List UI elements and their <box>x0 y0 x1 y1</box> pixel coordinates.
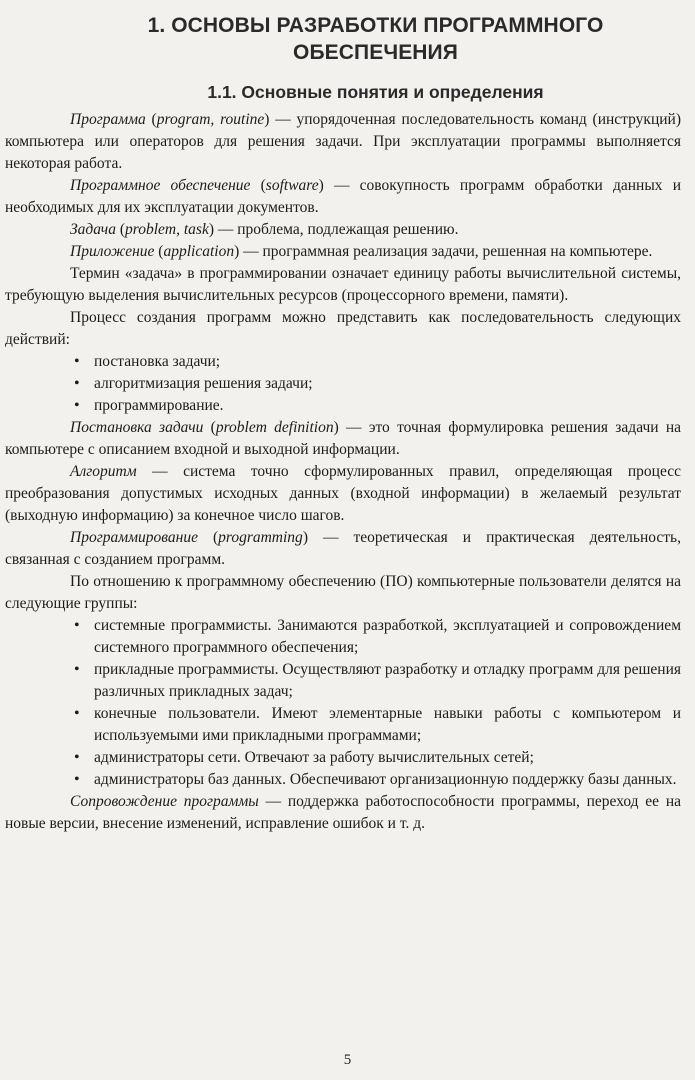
term-problem-definition: Постановка задачи <box>70 419 204 436</box>
term-problem-definition-en: problem definition <box>215 419 334 436</box>
list-item: • администраторы баз данных. Обеспечивают организационную поддержку базы данных. <box>70 769 681 791</box>
paragraph-application: Приложение (application) — программная реализация задачи, решенная на компьютере. <box>70 243 653 260</box>
term-program-en: program, routine <box>156 111 265 128</box>
paragraph-maintenance: Сопровождение программы — поддержка работоспособности программы, переход ее на новые версии, внесение изменений, исправление ошибок и т. д. <box>5 793 681 832</box>
term-maintenance: Сопровождение программы <box>70 793 259 810</box>
section-title: 1.1. Основные понятия и определения <box>207 82 544 102</box>
term-task: Задача <box>70 221 116 238</box>
term-software-en: software <box>265 177 319 194</box>
list-user-groups <box>5 615 681 791</box>
list-process-steps <box>5 351 681 417</box>
chapter-title: 1. ОСНОВЫ РАЗРАБОТКИ ПРОГРАММНОГО ОБЕСПЕЧЕНИЯ <box>147 14 604 64</box>
list-item: • алгоритмизация решения задачи; <box>70 373 681 395</box>
paragraph-programming: Программирование (programming) — теоретическая и практическая деятельность, связанная с созданием программ. <box>5 529 681 568</box>
list-item: • программирование. <box>70 395 681 417</box>
list-item: • постановка задачи; <box>70 351 681 373</box>
list-item: • прикладные программисты. Осуществляют разработку и отладку программ для решения различных прикладных задач; <box>70 659 681 703</box>
paragraph-algorithm: Алгоритм — система точно сформулированных правил, определяющая процесс преобразования допустимых исходных данных (входной информации) в желаемый результат (выходную информацию) за конечное число шагов. <box>5 463 681 524</box>
paragraph-task-term: Термин «задача» в программировании означает единицу работы вычислительной системы, требующую выделения вычислительных ресурсов (процессорного времени, памяти). <box>5 265 681 304</box>
paragraph-user-groups: По отношению к программному обеспечению (ПО) компьютерные пользователи делятся на следующие группы: <box>5 573 681 612</box>
term-application-en: application <box>163 243 235 260</box>
paragraph-task: Задача (problem, task) — проблема, подлежащая решению. <box>70 221 459 238</box>
term-application: Приложение <box>70 243 155 260</box>
term-software: Программное обеспечение <box>70 177 251 194</box>
term-task-en: problem, task <box>125 221 209 238</box>
paragraph-problem-definition: Постановка задачи (problem definition) — это точная формулировка решения задачи на компьютере с описанием входной и выходной информации. <box>5 419 681 458</box>
list-item: • конечные пользователи. Имеют элементарные навыки работы с компьютером и используемыми ими прикладными программами; <box>70 703 681 747</box>
paragraph-process: Процесс создания программ можно представить как последовательность следующих действий: <box>5 309 681 348</box>
paragraph-program: Программа (program, routine) — упорядоченная последовательность команд (инструкций) компьютера или операторов для решения задачи. При эксплуатации программы выполняется некоторая работа. <box>5 111 681 172</box>
term-programming-en: programming <box>218 529 303 546</box>
page-number: 5 <box>343 1052 352 1068</box>
term-programming: Программирование <box>70 529 198 546</box>
list-item: • администраторы сети. Отвечают за работу вычислительных сетей; <box>70 747 681 769</box>
list-item: • системные программисты. Занимаются разработкой, эксплуатацией и сопровождением системного программного обеспечения; <box>70 615 681 659</box>
term-algorithm: Алгоритм <box>70 463 137 480</box>
term-program: Программа <box>70 111 146 128</box>
paragraph-software: Программное обеспечение (software) — совокупность программ обработки данных и необходимых для их эксплуатации документов. <box>5 177 681 216</box>
